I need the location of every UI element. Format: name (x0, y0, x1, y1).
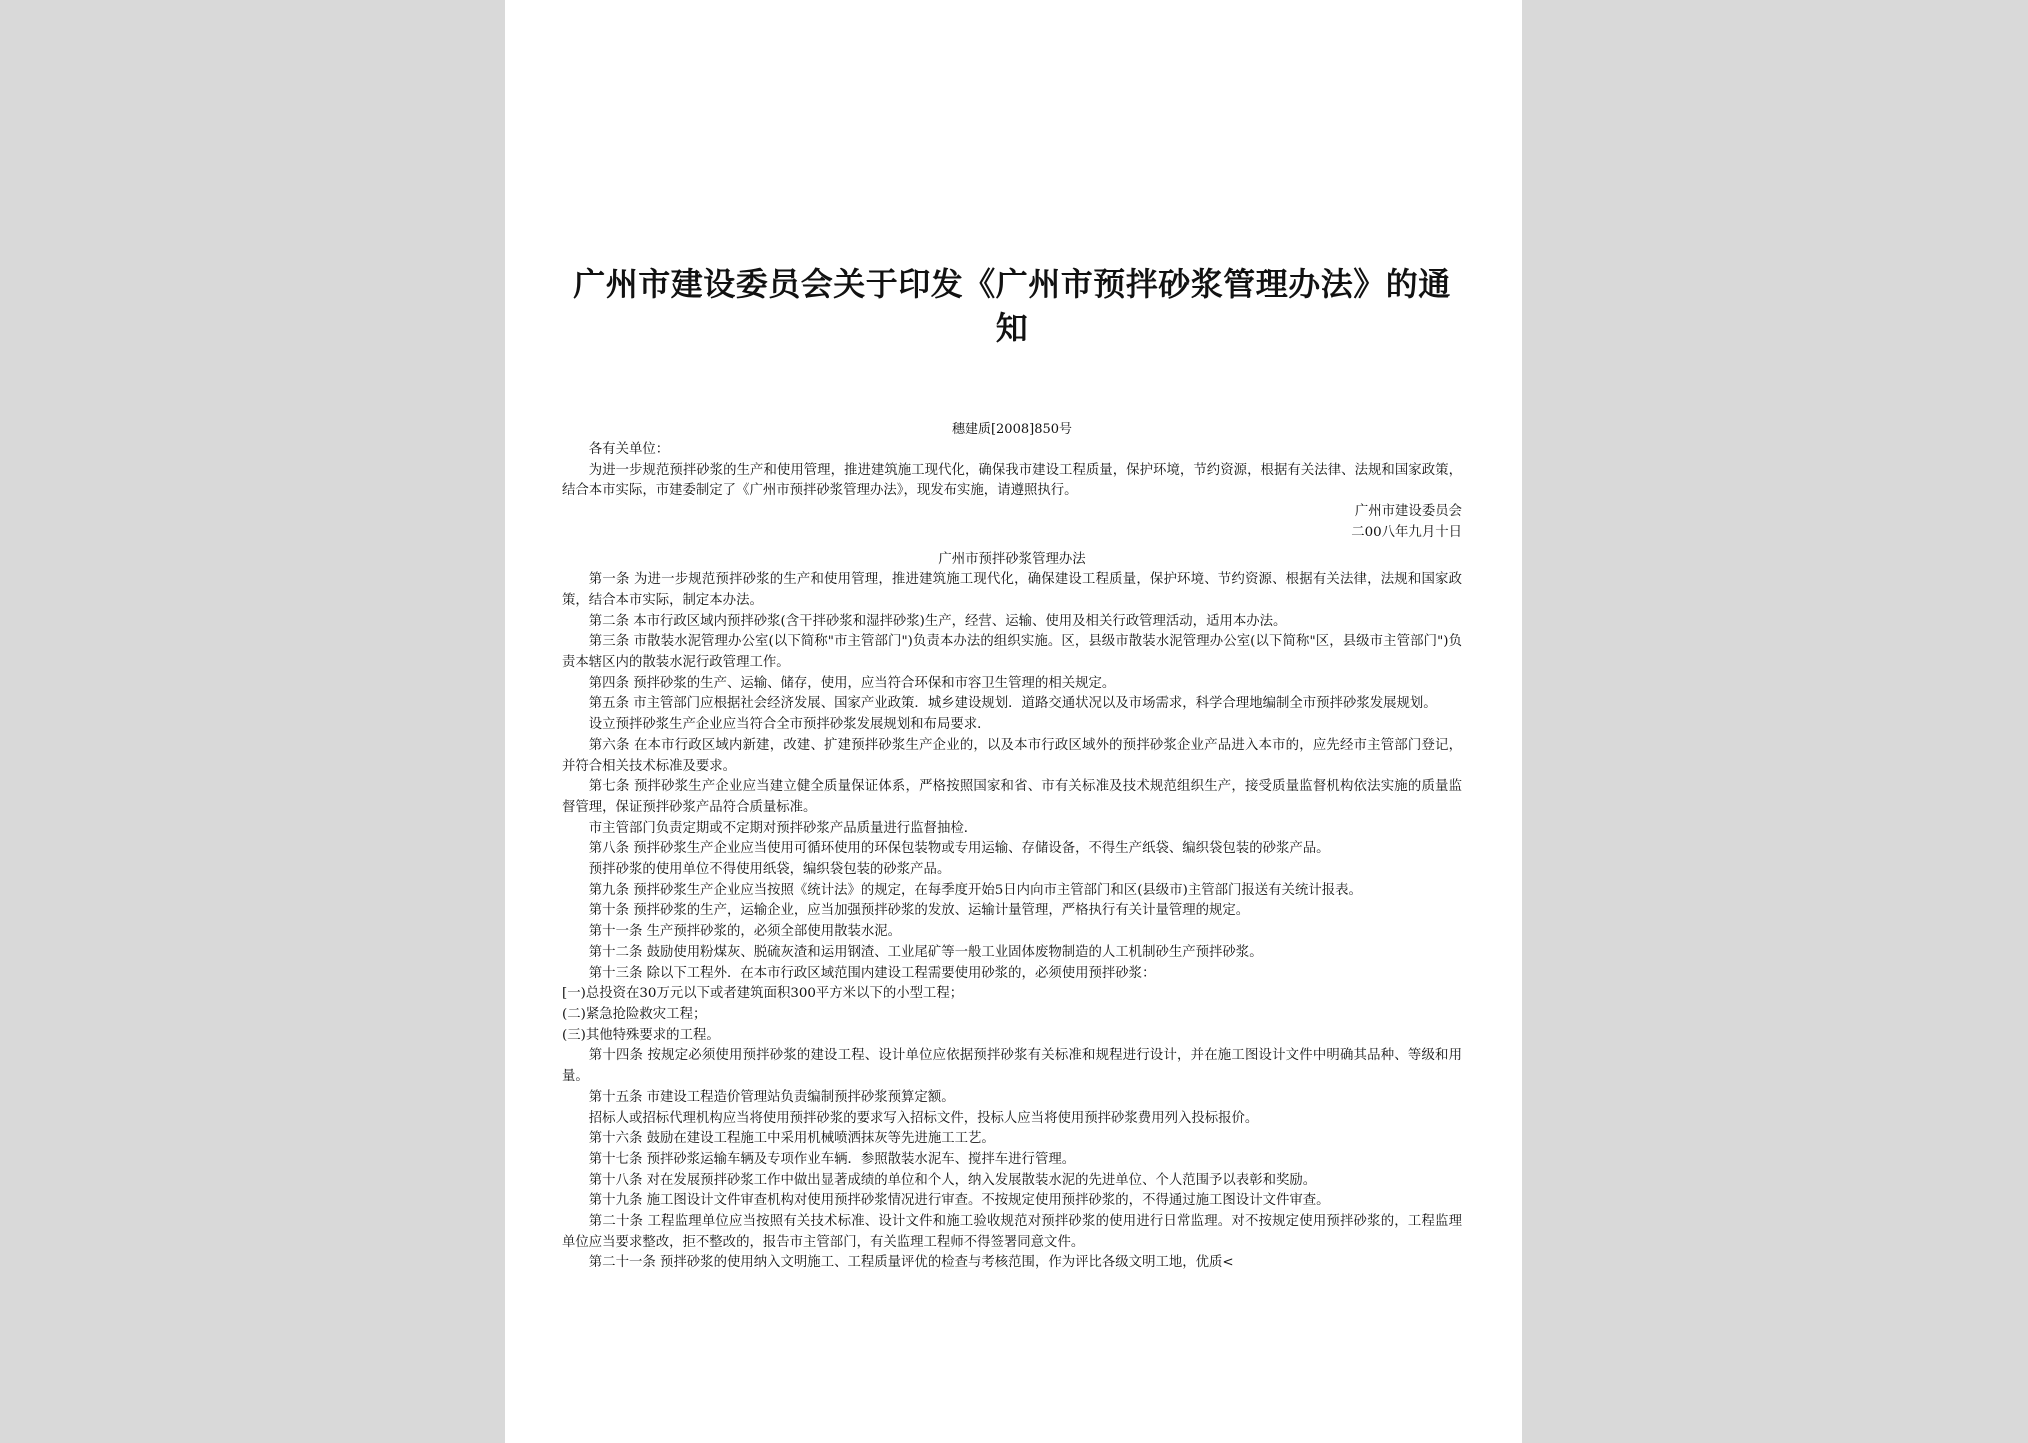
document-number: 穗建质[2008]850号 (951, 422, 1073, 437)
salutation: 各有关单位： (588, 442, 670, 457)
article-paragraph: 第十四条 按规定必须使用预拌砂浆的建设工程、设计单位应依据预拌砂浆有关标准和规程进行设计，并在施工图设计文件中明确其品种、等级和用量。 (562, 1048, 1462, 1085)
article-paragraph: 第三条 市散装水泥管理办公室(以下简称"市主管部门")负责本办法的组织实施。区，县级市散装水泥管理办公室(以下简称"区，县级市主管部门")负责本辖区内的散装水泥行政管理工作。 (562, 634, 1462, 671)
article-item: (三)其他特殊要求的工程。 (562, 1027, 720, 1043)
article-paragraph: 第十三条 除以下工程外．在本市行政区域范围内建设工程需要使用砂浆的，必须使用预拌砂浆： (588, 965, 1156, 981)
article-paragraph: 第二十一条 预拌砂浆的使用纳入文明施工、工程质量评优的检查与考核范围，作为评比各级文明工地，优质< (588, 1255, 1234, 1271)
article-paragraph: 第二条 本市行政区域内预拌砂浆(含干拌砂浆和湿拌砂浆)生产，经营、运输、使用及相关行政管理活动，适用本办法。 (588, 613, 1287, 629)
article-paragraph: 第四条 预拌砂浆的生产、运输、储存，使用，应当符合环保和市容卫生管理的相关规定。 (588, 675, 1116, 691)
article-paragraph: 招标人或招标代理机构应当将使用预拌砂浆的要求写入招标文件，投标人应当将使用预拌砂浆费用列入投标报价。 (588, 1110, 1259, 1126)
signature-date: 二00八年九月十日 (1351, 524, 1462, 540)
article-paragraph: 第二十条 工程监理单位应当按照有关技术标准、设计文件和施工验收规范对预拌砂浆的使用进行日常监理。对不按规定使用预拌砂浆的，工程监理单位应当要求整改，拒不整改的，报告市主管部门，有关监理工程师不得签署同意文件。 (562, 1214, 1462, 1250)
article-paragraph: 市主管部门负责定期或不定期对预拌砂浆产品质量进行监督抽检． (588, 820, 978, 836)
article-item: (二)紧急抢险救灾工程； (562, 1006, 707, 1022)
article-paragraph: 第十一条 生产预拌砂浆的，必须全部使用散装水泥。 (588, 924, 902, 940)
article-paragraph: 预拌砂浆的使用单位不得使用纸袋，编织袋包装的砂浆产品。 (588, 862, 951, 878)
article-paragraph: 第一条 为进一步规范预拌砂浆的生产和使用管理，推进建筑施工现代化，确保建设工程质量，保护环境、节约资源、根据有关法律，法规和国家政策，结合本市实际，制定本办法。 (562, 572, 1462, 608)
articles-list (562, 570, 1462, 1274)
intro-paragraph: 为进一步规范预拌砂浆的生产和使用管理，推进建筑施工现代化，确保我市建设工程质量，保护环境，节约资源，根据有关法律、法规和国家政策，结合本市实际，市建委制定了《广州市预拌砂浆管理办法》，现发布实施，请遵照执行。 (562, 462, 1462, 499)
article-paragraph: 第八条 预拌砂浆生产企业应当使用可循环使用的环保包装物或专用运输、存储设备，不得生产纸袋、编织袋包装的砂浆产品。 (588, 841, 1330, 857)
measures-title: 广州市预拌砂浆管理办法 (938, 551, 1086, 567)
article-paragraph: 第九条 预拌砂浆生产企业应当按照《统计法》的规定，在每季度开始5日内向市主管部门和区(县级市)主管部门报送有关统计报表。 (588, 882, 1362, 898)
signature-block (562, 502, 1462, 543)
document-page (505, 0, 1522, 1443)
article-paragraph: 第十二条 鼓励使用粉煤灰、脱硫灰渣和运用钢渣、工业尾矿等一般工业固体废物制造的人工机制砂生产预拌砂浆。 (588, 944, 1263, 960)
article-paragraph: 设立预拌砂浆生产企业应当符合全市预拌砂浆发展规划和布局要求． (588, 717, 991, 733)
article-paragraph: 第十九条 施工图设计文件审查机构对使用预拌砂浆情况进行审查。不按规定使用预拌砂浆的，不得通过施工图设计文件审查。 (588, 1193, 1330, 1209)
document-title: 广州市建设委员会关于印发《广州市预拌砂浆管理办法》的通知 (573, 265, 1451, 347)
signature-org: 广州市建设委员会 (1354, 504, 1462, 520)
article-paragraph: 第十五条 市建设工程造价管理站负责编制预拌砂浆预算定额。 (588, 1089, 955, 1105)
document-body (562, 440, 1462, 502)
article-paragraph: 第十条 预拌砂浆的生产，运输企业，应当加强预拌砂浆的发放、运输计量管理，严格执行有关计量管理的规定。 (588, 903, 1250, 919)
article-paragraph: 第十六条 鼓励在建设工程施工中采用机械喷洒抹灰等先进施工工艺。 (588, 1131, 995, 1147)
article-paragraph: 第十七条 预拌砂浆运输车辆及专项作业车辆．参照散装水泥车、搅拌车进行管理。 (588, 1151, 1076, 1167)
article-paragraph: 第五条 市主管部门应根据社会经济发展、国家产业政策．城乡建设规划．道路交通状况以及市场需求，科学合理地编制全市预拌砂浆发展规划。 (588, 696, 1437, 712)
article-paragraph: 第十八条 对在发展预拌砂浆工作中做出显著成绩的单位和个人，纳入发展散装水泥的先进单位、个人范围予以表彰和奖励。 (588, 1172, 1317, 1188)
article-paragraph: 第六条 在本市行政区域内新建，改建、扩建预拌砂浆生产企业的，以及本市行政区域外的预拌砂浆企业产品进入本市的，应先经市主管部门登记，并符合相关技术标准及要求。 (562, 737, 1462, 774)
article-paragraph: 第七条 预拌砂浆生产企业应当建立健全质量保证体系，严格按照国家和省、市有关标准及技术规范组织生产，接受质量监督机构依法实施的质量监督管理，保证预拌砂浆产品符合质量标准。 (562, 779, 1462, 815)
article-item: [一)总投资在30万元以下或者建筑面积300平方米以下的小型工程； (562, 986, 964, 1002)
